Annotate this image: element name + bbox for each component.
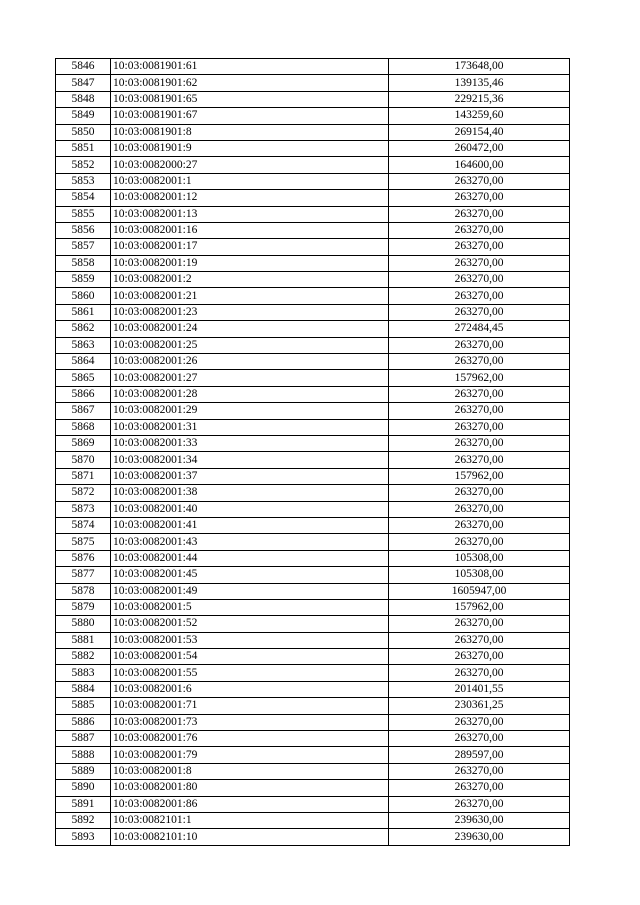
cadastral-number-cell: 10:03:0082001:6 — [111, 681, 389, 697]
table-row — [56, 649, 570, 665]
table-row — [56, 731, 570, 747]
value-cell: 239630,00 — [389, 812, 570, 828]
value-cell: 263270,00 — [389, 452, 570, 468]
table-row — [56, 206, 570, 222]
cadastral-number-cell: 10:03:0082001:29 — [111, 403, 389, 419]
table-row — [56, 534, 570, 550]
cadastral-number-cell: 10:03:0081901:61 — [111, 59, 389, 75]
value-cell: 164600,00 — [389, 157, 570, 173]
value-cell: 263270,00 — [389, 173, 570, 189]
table-row — [56, 681, 570, 697]
cadastral-number-cell: 10:03:0082001:12 — [111, 190, 389, 206]
value-cell: 143259,60 — [389, 108, 570, 124]
row-number-cell: 5854 — [56, 190, 111, 206]
value-cell: 263270,00 — [389, 190, 570, 206]
row-number-cell: 5879 — [56, 599, 111, 615]
value-cell: 263270,00 — [389, 239, 570, 255]
row-number-cell: 5875 — [56, 534, 111, 550]
table-row — [56, 468, 570, 484]
row-number-cell: 5866 — [56, 386, 111, 402]
value-cell: 263270,00 — [389, 255, 570, 271]
value-cell: 289597,00 — [389, 747, 570, 763]
value-cell: 263270,00 — [389, 714, 570, 730]
table-row — [56, 91, 570, 107]
value-cell: 263270,00 — [389, 780, 570, 796]
value-cell: 139135,46 — [389, 75, 570, 91]
table-row — [56, 75, 570, 91]
cadastral-number-cell: 10:03:0082001:26 — [111, 354, 389, 370]
table-row — [56, 829, 570, 845]
value-cell: 260472,00 — [389, 140, 570, 156]
row-number-cell: 5865 — [56, 370, 111, 386]
cadastral-number-cell: 10:03:0082001:38 — [111, 485, 389, 501]
registry-table-body — [56, 59, 570, 846]
cadastral-number-cell: 10:03:0082001:45 — [111, 567, 389, 583]
cadastral-number-cell: 10:03:0082001:5 — [111, 599, 389, 615]
cadastral-number-cell: 10:03:0082001:76 — [111, 731, 389, 747]
cadastral-number-cell: 10:03:0082001:27 — [111, 370, 389, 386]
table-row — [56, 321, 570, 337]
cadastral-number-cell: 10:03:0082001:55 — [111, 665, 389, 681]
table-row — [56, 485, 570, 501]
cadastral-number-cell: 10:03:0081901:65 — [111, 91, 389, 107]
value-cell: 201401,55 — [389, 681, 570, 697]
table-row — [56, 304, 570, 320]
row-number-cell: 5888 — [56, 747, 111, 763]
value-cell: 263270,00 — [389, 649, 570, 665]
table-row — [56, 419, 570, 435]
table-row — [56, 517, 570, 533]
table-row — [56, 583, 570, 599]
row-number-cell: 5849 — [56, 108, 111, 124]
table-row — [56, 222, 570, 238]
row-number-cell: 5860 — [56, 288, 111, 304]
value-cell: 263270,00 — [389, 485, 570, 501]
table-row — [56, 632, 570, 648]
value-cell: 263270,00 — [389, 206, 570, 222]
table-row — [56, 501, 570, 517]
row-number-cell: 5881 — [56, 632, 111, 648]
row-number-cell: 5882 — [56, 649, 111, 665]
row-number-cell: 5859 — [56, 272, 111, 288]
row-number-cell: 5870 — [56, 452, 111, 468]
table-row — [56, 124, 570, 140]
value-cell: 230361,25 — [389, 698, 570, 714]
cadastral-number-cell: 10:03:0082001:17 — [111, 239, 389, 255]
table-row — [56, 370, 570, 386]
row-number-cell: 5893 — [56, 829, 111, 845]
value-cell: 263270,00 — [389, 665, 570, 681]
row-number-cell: 5851 — [56, 140, 111, 156]
row-number-cell: 5872 — [56, 485, 111, 501]
cadastral-number-cell: 10:03:0082001:34 — [111, 452, 389, 468]
value-cell: 157962,00 — [389, 599, 570, 615]
row-number-cell: 5876 — [56, 550, 111, 566]
value-cell: 239630,00 — [389, 829, 570, 845]
table-row — [56, 239, 570, 255]
row-number-cell: 5886 — [56, 714, 111, 730]
row-number-cell: 5873 — [56, 501, 111, 517]
row-number-cell: 5871 — [56, 468, 111, 484]
table-row — [56, 157, 570, 173]
value-cell: 263270,00 — [389, 534, 570, 550]
cadastral-number-cell: 10:03:0082001:24 — [111, 321, 389, 337]
cadastral-number-cell: 10:03:0082001:21 — [111, 288, 389, 304]
value-cell: 1605947,00 — [389, 583, 570, 599]
table-row — [56, 616, 570, 632]
table-row — [56, 698, 570, 714]
table-row — [56, 599, 570, 615]
table-row — [56, 173, 570, 189]
value-cell: 263270,00 — [389, 435, 570, 451]
cadastral-number-cell: 10:03:0082000:27 — [111, 157, 389, 173]
value-cell: 263270,00 — [389, 403, 570, 419]
row-number-cell: 5874 — [56, 517, 111, 533]
row-number-cell: 5877 — [56, 567, 111, 583]
cadastral-number-cell: 10:03:0082001:31 — [111, 419, 389, 435]
value-cell: 263270,00 — [389, 337, 570, 353]
row-number-cell: 5889 — [56, 763, 111, 779]
cadastral-number-cell: 10:03:0082001:2 — [111, 272, 389, 288]
row-number-cell: 5867 — [56, 403, 111, 419]
table-row — [56, 272, 570, 288]
cadastral-number-cell: 10:03:0082101:1 — [111, 812, 389, 828]
cadastral-number-cell: 10:03:0082001:40 — [111, 501, 389, 517]
value-cell: 263270,00 — [389, 731, 570, 747]
cadastral-number-cell: 10:03:0082001:80 — [111, 780, 389, 796]
table-row — [56, 403, 570, 419]
row-number-cell: 5847 — [56, 75, 111, 91]
cadastral-number-cell: 10:03:0082001:53 — [111, 632, 389, 648]
cadastral-number-cell: 10:03:0082001:8 — [111, 763, 389, 779]
value-cell: 263270,00 — [389, 419, 570, 435]
value-cell: 105308,00 — [389, 550, 570, 566]
row-number-cell: 5892 — [56, 812, 111, 828]
row-number-cell: 5863 — [56, 337, 111, 353]
value-cell: 173648,00 — [389, 59, 570, 75]
row-number-cell: 5858 — [56, 255, 111, 271]
table-row — [56, 59, 570, 75]
document-page — [55, 58, 570, 846]
value-cell: 157962,00 — [389, 370, 570, 386]
cadastral-number-cell: 10:03:0082001:79 — [111, 747, 389, 763]
table-row — [56, 714, 570, 730]
table-row — [56, 780, 570, 796]
table-row — [56, 763, 570, 779]
table-row — [56, 354, 570, 370]
table-row — [56, 812, 570, 828]
row-number-cell: 5861 — [56, 304, 111, 320]
cadastral-number-cell: 10:03:0082001:43 — [111, 534, 389, 550]
value-cell: 263270,00 — [389, 763, 570, 779]
cadastral-number-cell: 10:03:0081901:62 — [111, 75, 389, 91]
cadastral-number-cell: 10:03:0082001:54 — [111, 649, 389, 665]
cadastral-number-cell: 10:03:0082001:44 — [111, 550, 389, 566]
value-cell: 263270,00 — [389, 501, 570, 517]
cadastral-number-cell: 10:03:0082001:23 — [111, 304, 389, 320]
cadastral-number-cell: 10:03:0081901:8 — [111, 124, 389, 140]
registry-table — [55, 58, 570, 846]
cadastral-number-cell: 10:03:0082001:52 — [111, 616, 389, 632]
value-cell: 263270,00 — [389, 222, 570, 238]
value-cell: 263270,00 — [389, 304, 570, 320]
table-row — [56, 255, 570, 271]
row-number-cell: 5884 — [56, 681, 111, 697]
row-number-cell: 5853 — [56, 173, 111, 189]
row-number-cell: 5846 — [56, 59, 111, 75]
value-cell: 157962,00 — [389, 468, 570, 484]
cadastral-number-cell: 10:03:0081901:67 — [111, 108, 389, 124]
table-row — [56, 665, 570, 681]
table-row — [56, 747, 570, 763]
value-cell: 263270,00 — [389, 616, 570, 632]
row-number-cell: 5887 — [56, 731, 111, 747]
row-number-cell: 5891 — [56, 796, 111, 812]
table-row — [56, 550, 570, 566]
row-number-cell: 5850 — [56, 124, 111, 140]
value-cell: 263270,00 — [389, 632, 570, 648]
cadastral-number-cell: 10:03:0082001:49 — [111, 583, 389, 599]
table-row — [56, 796, 570, 812]
row-number-cell: 5856 — [56, 222, 111, 238]
row-number-cell: 5869 — [56, 435, 111, 451]
value-cell: 263270,00 — [389, 272, 570, 288]
value-cell: 263270,00 — [389, 354, 570, 370]
row-number-cell: 5883 — [56, 665, 111, 681]
row-number-cell: 5864 — [56, 354, 111, 370]
cadastral-number-cell: 10:03:0082001:16 — [111, 222, 389, 238]
cadastral-number-cell: 10:03:0082001:37 — [111, 468, 389, 484]
table-row — [56, 108, 570, 124]
row-number-cell: 5890 — [56, 780, 111, 796]
cadastral-number-cell: 10:03:0081901:9 — [111, 140, 389, 156]
row-number-cell: 5852 — [56, 157, 111, 173]
cadastral-number-cell: 10:03:0082001:1 — [111, 173, 389, 189]
row-number-cell: 5880 — [56, 616, 111, 632]
value-cell: 229215,36 — [389, 91, 570, 107]
table-row — [56, 435, 570, 451]
table-row — [56, 140, 570, 156]
row-number-cell: 5855 — [56, 206, 111, 222]
cadastral-number-cell: 10:03:0082001:41 — [111, 517, 389, 533]
value-cell: 263270,00 — [389, 796, 570, 812]
value-cell: 263270,00 — [389, 517, 570, 533]
value-cell: 269154,40 — [389, 124, 570, 140]
value-cell: 263270,00 — [389, 288, 570, 304]
row-number-cell: 5878 — [56, 583, 111, 599]
row-number-cell: 5868 — [56, 419, 111, 435]
cadastral-number-cell: 10:03:0082001:86 — [111, 796, 389, 812]
row-number-cell: 5857 — [56, 239, 111, 255]
cadastral-number-cell: 10:03:0082001:25 — [111, 337, 389, 353]
cadastral-number-cell: 10:03:0082001:28 — [111, 386, 389, 402]
value-cell: 263270,00 — [389, 386, 570, 402]
cadastral-number-cell: 10:03:0082001:73 — [111, 714, 389, 730]
value-cell: 272484,45 — [389, 321, 570, 337]
cadastral-number-cell: 10:03:0082001:33 — [111, 435, 389, 451]
table-row — [56, 567, 570, 583]
cadastral-number-cell: 10:03:0082001:19 — [111, 255, 389, 271]
table-row — [56, 337, 570, 353]
row-number-cell: 5862 — [56, 321, 111, 337]
table-row — [56, 386, 570, 402]
table-row — [56, 288, 570, 304]
cadastral-number-cell: 10:03:0082001:13 — [111, 206, 389, 222]
cadastral-number-cell: 10:03:0082001:71 — [111, 698, 389, 714]
table-row — [56, 452, 570, 468]
row-number-cell: 5885 — [56, 698, 111, 714]
cadastral-number-cell: 10:03:0082101:10 — [111, 829, 389, 845]
table-row — [56, 190, 570, 206]
row-number-cell: 5848 — [56, 91, 111, 107]
value-cell: 105308,00 — [389, 567, 570, 583]
